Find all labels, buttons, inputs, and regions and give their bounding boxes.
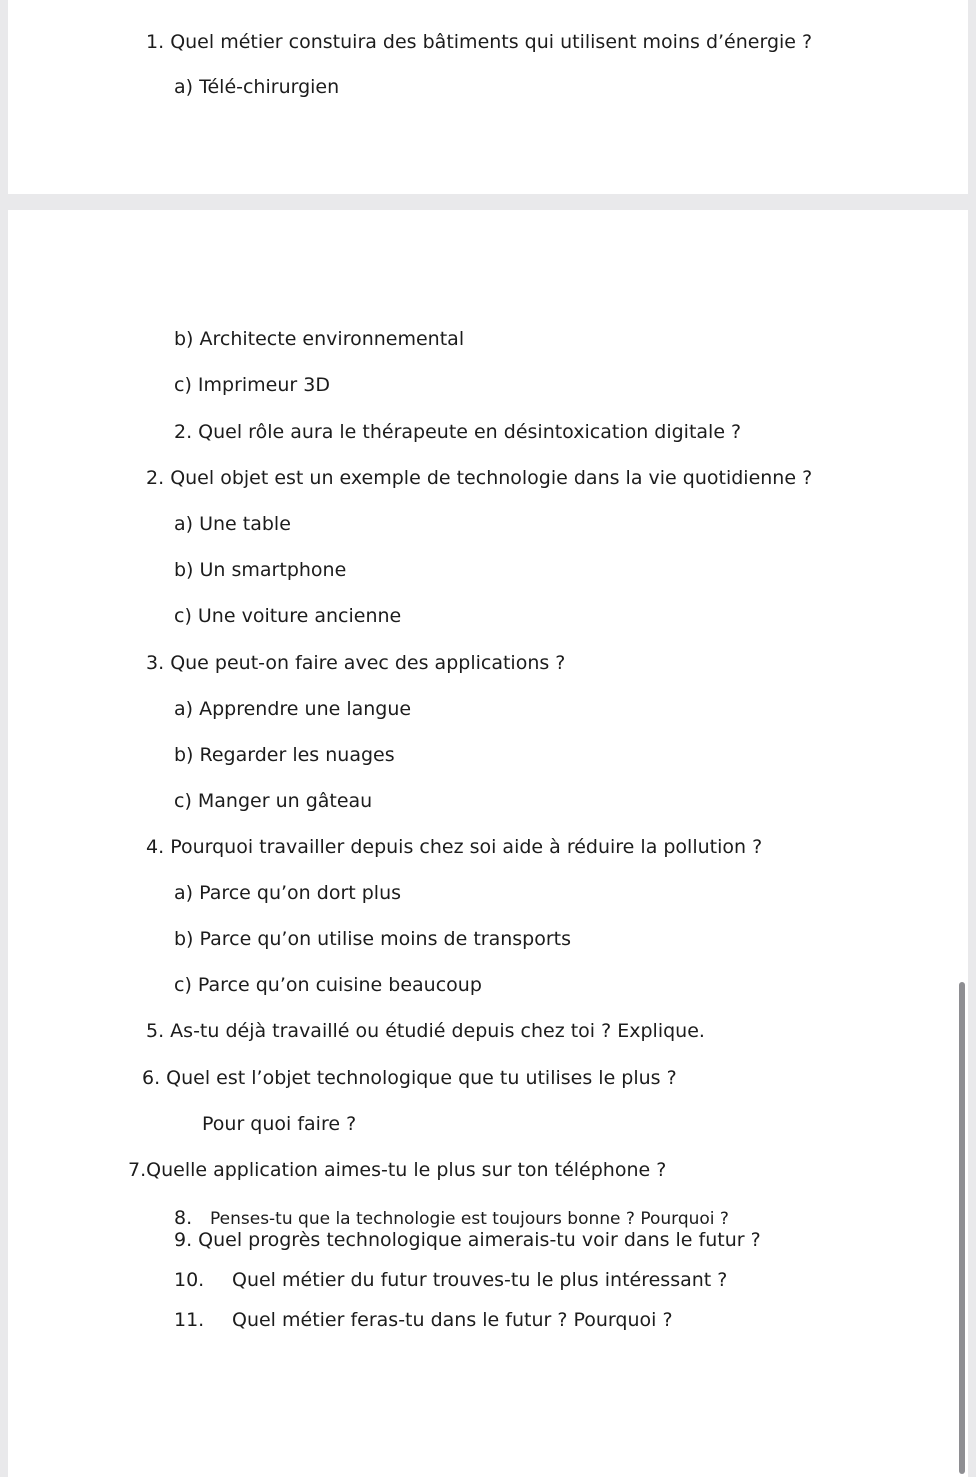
- question-number: 2.: [146, 467, 165, 489]
- answer-3c: c) Manger un gâteau: [174, 790, 373, 812]
- question-7: 7.Quelle application aimes-tu le plus sur ton téléphone ?: [128, 1159, 667, 1181]
- question-text: Pourquoi travailler depuis chez soi aide à réduire la pollution ?: [170, 836, 763, 858]
- document-page-1: [8, 0, 968, 194]
- answer-4b: b) Parce qu’on utilise moins de transports: [174, 928, 572, 950]
- question-number: 4.: [146, 836, 165, 858]
- answer-1a: a) Télé-chirurgien: [174, 76, 340, 98]
- answer-3b: b) Regarder les nuages: [174, 744, 395, 766]
- question-number: 8.: [174, 1207, 193, 1229]
- question-number: 10.: [174, 1269, 205, 1291]
- question-6-followup: Pour quoi faire ?: [202, 1113, 357, 1135]
- question-text: Quel métier du futur trouves-tu le plus intéressant ?: [232, 1269, 728, 1291]
- question-11: [174, 1308, 673, 1332]
- question-number: 11.: [174, 1309, 205, 1331]
- question-1: [146, 30, 812, 54]
- answer-4c: c) Parce qu’on cuisine beaucoup: [174, 974, 482, 996]
- question-2: [146, 466, 812, 490]
- question-text: Quel métier feras-tu dans le futur ? Pourquoi ?: [232, 1309, 673, 1331]
- vertical-scrollbar[interactable]: [959, 982, 965, 1474]
- question-6: 6. Quel est l’objet technologique que tu utilises le plus ?: [142, 1067, 677, 1089]
- answer-2b: b) Un smartphone: [174, 559, 347, 581]
- answer-1b: b) Architecte environnemental: [174, 328, 465, 350]
- answer-1c: c) Imprimeur 3D: [174, 374, 330, 396]
- question-9: 9. Quel progrès technologique aimerais-tu voir dans le futur ?: [174, 1229, 761, 1251]
- answer-4a: a) Parce qu’on dort plus: [174, 882, 402, 904]
- question-text: Quel métier constuira des bâtiments qui utilisent moins d’énergie ?: [170, 31, 813, 53]
- question-text: Quel objet est un exemple de technologie dans la vie quotidienne ?: [170, 467, 813, 489]
- question-3: [146, 651, 565, 675]
- answer-2c: c) Une voiture ancienne: [174, 605, 402, 627]
- question-4: [146, 835, 762, 859]
- question-number: 1.: [146, 31, 165, 53]
- answer-2a: a) Une table: [174, 513, 291, 535]
- question-text: Penses-tu que la technologie est toujours bonne ? Pourquoi ?: [210, 1209, 729, 1229]
- question-10: [174, 1268, 727, 1292]
- document-page-2: [8, 210, 968, 1477]
- extra-question-2: 2. Quel rôle aura le thérapeute en désintoxication digitale ?: [174, 421, 742, 443]
- question-5: 5. As-tu déjà travaillé ou étudié depuis chez toi ? Explique.: [146, 1020, 705, 1042]
- answer-3a: a) Apprendre une langue: [174, 698, 412, 720]
- question-text: Que peut-on faire avec des applications ?: [170, 652, 566, 674]
- question-number: 3.: [146, 652, 165, 674]
